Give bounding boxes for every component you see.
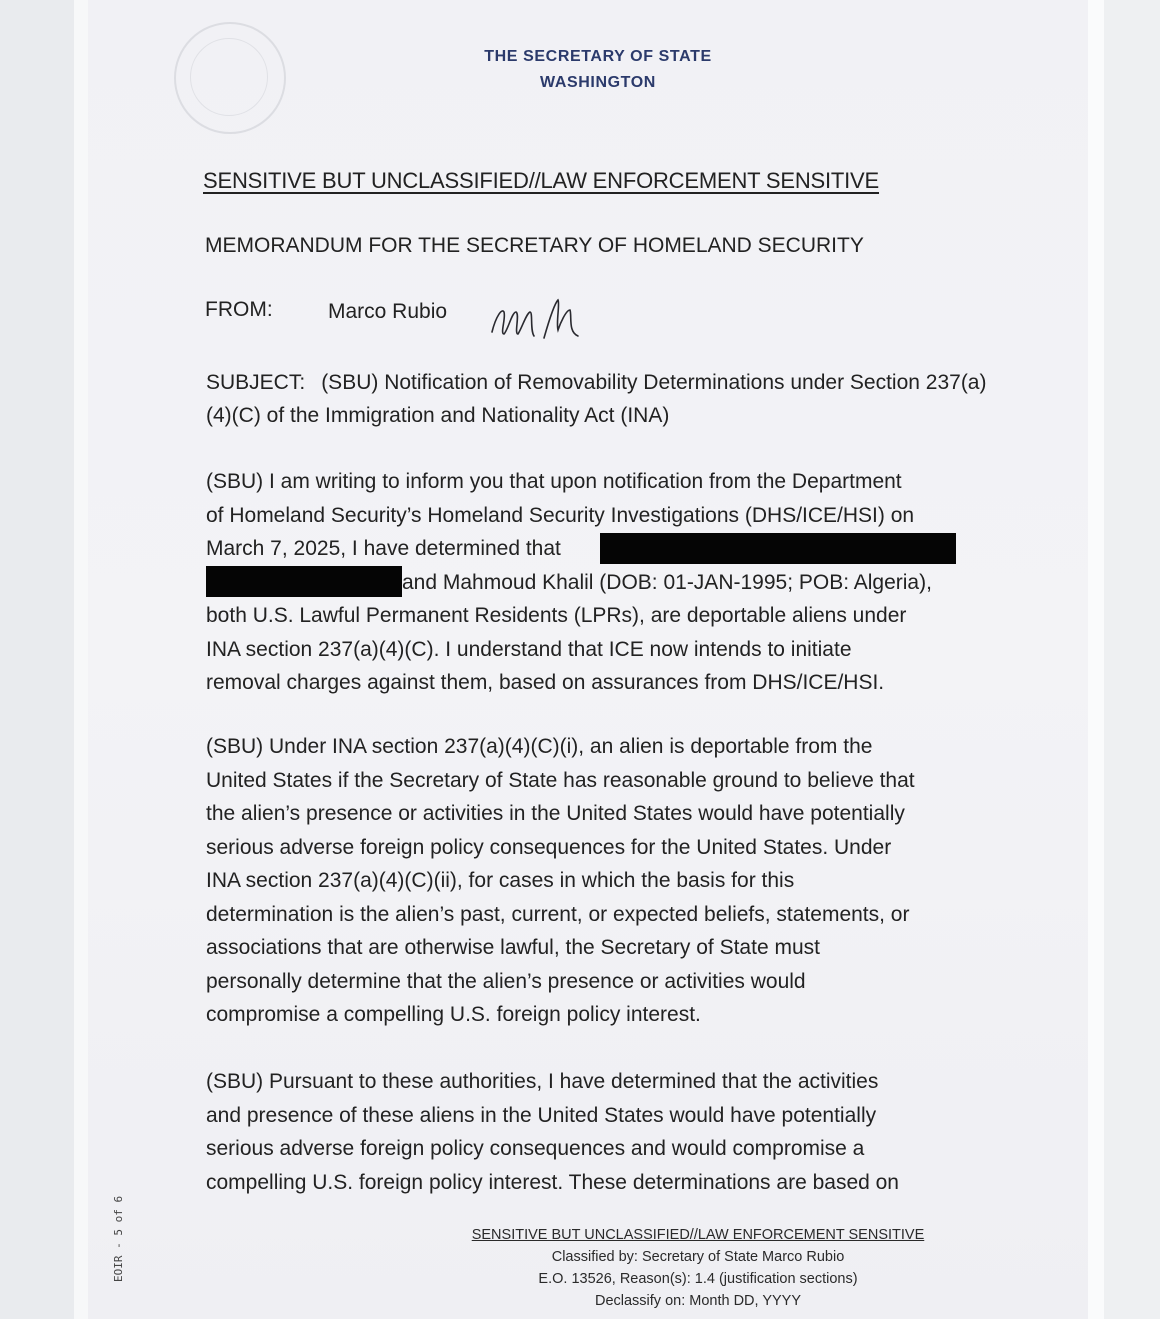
handwritten-signature [486,290,596,348]
paragraph-line: determination is the alien’s past, current, or expected beliefs, statements, or [206,902,910,926]
paragraph-line: and Mahmoud Khalil (DOB: 01-JAN-1995; POB: Algeria), [402,570,932,594]
redaction-bar [206,566,402,597]
memo-recipient: MEMORANDUM FOR THE SECRETARY OF HOMELAND SECURITY [205,234,864,257]
letterhead [428,44,768,96]
subject-label: SUBJECT: [206,371,306,394]
from-label: FROM: [205,298,273,321]
page-number-stamp: EOIR - 5 of 6 [112,1195,125,1282]
paragraph-line: associations that are otherwise lawful, the Secretary of State must [206,936,820,959]
paragraph-line: (SBU) I am writing to inform you that upon notification from the Department [206,470,902,493]
footer-declassify: Declassify on: Month DD, YYYY [594,1293,802,1309]
paragraph-line: compelling U.S. foreign policy interest. These determinations are based on [206,1170,899,1194]
classification-header: SENSITIVE BUT UNCLASSIFIED//LAW ENFORCEMENT SENSITIVE [203,168,880,193]
right-page-edge [1088,0,1104,1319]
paragraph-line: personally determine that the alien’s presence or activities would [206,969,806,993]
subject-block [206,366,1006,432]
paragraph-line: removal charges against them, based on assurances from DHS/ICE/HSI. [206,671,885,694]
letterhead-title: THE SECRETARY OF STATE [484,48,712,65]
subject-text: (SBU) Notification of Removability Determinations under Section 237(a)(4)(C) of the Immigration and Nationality Act (INA) [206,371,987,427]
paragraph-line: INA section 237(a)(4)(C)(ii), for cases in which the basis for this [206,869,795,892]
paragraph-line: serious adverse foreign policy consequences and would compromise a [206,1137,865,1160]
redaction-bar [600,533,956,564]
footer-reason: E.O. 13526, Reason(s): 1.4 (justification sections) [538,1271,858,1287]
document-page [88,0,1088,1319]
paragraph-legal-basis [206,730,1006,1032]
from-name: Marco Rubio [328,300,448,323]
paragraph-line: and presence of these aliens in the United States would have potentially [206,1103,877,1127]
paragraph-line: (SBU) Under INA section 237(a)(4)(C)(i), an alien is deportable from the [206,735,873,758]
paragraph-line: United States if the Secretary of State has reasonable ground to believe that [206,768,915,792]
paragraph-line: (SBU) Pursuant to these authorities, I have determined that the activities [206,1070,879,1093]
left-page-edge [74,0,88,1319]
paragraph-line: the alien’s presence or activities in the United States would have potentially [206,802,905,825]
paragraph-line: both U.S. Lawful Permanent Residents (LPRs), are deportable aliens under [206,604,907,627]
letterhead-location: WASHINGTON [540,74,656,91]
footer-classified-by: Classified by: Secretary of State Marco Rubio [551,1249,845,1265]
footer-classification: SENSITIVE BUT UNCLASSIFIED//LAW ENFORCEMENT SENSITIVE [471,1227,925,1243]
paragraph-line: INA section 237(a)(4)(C). I understand that ICE now intends to initiate [206,637,852,661]
paragraph-line: compromise a compelling U.S. foreign policy interest. [206,1003,701,1026]
paragraph-line: March 7, 2025, I have determined that [206,537,561,560]
paragraph-line: of Homeland Security’s Homeland Security Investigations (DHS/ICE/HSI) on [206,503,915,527]
state-department-seal-watermark [174,22,286,134]
paragraph-determination [206,1065,1006,1199]
paragraph-line: serious adverse foreign policy consequences for the United States. Under [206,835,892,859]
classification-footer [368,1224,1028,1312]
